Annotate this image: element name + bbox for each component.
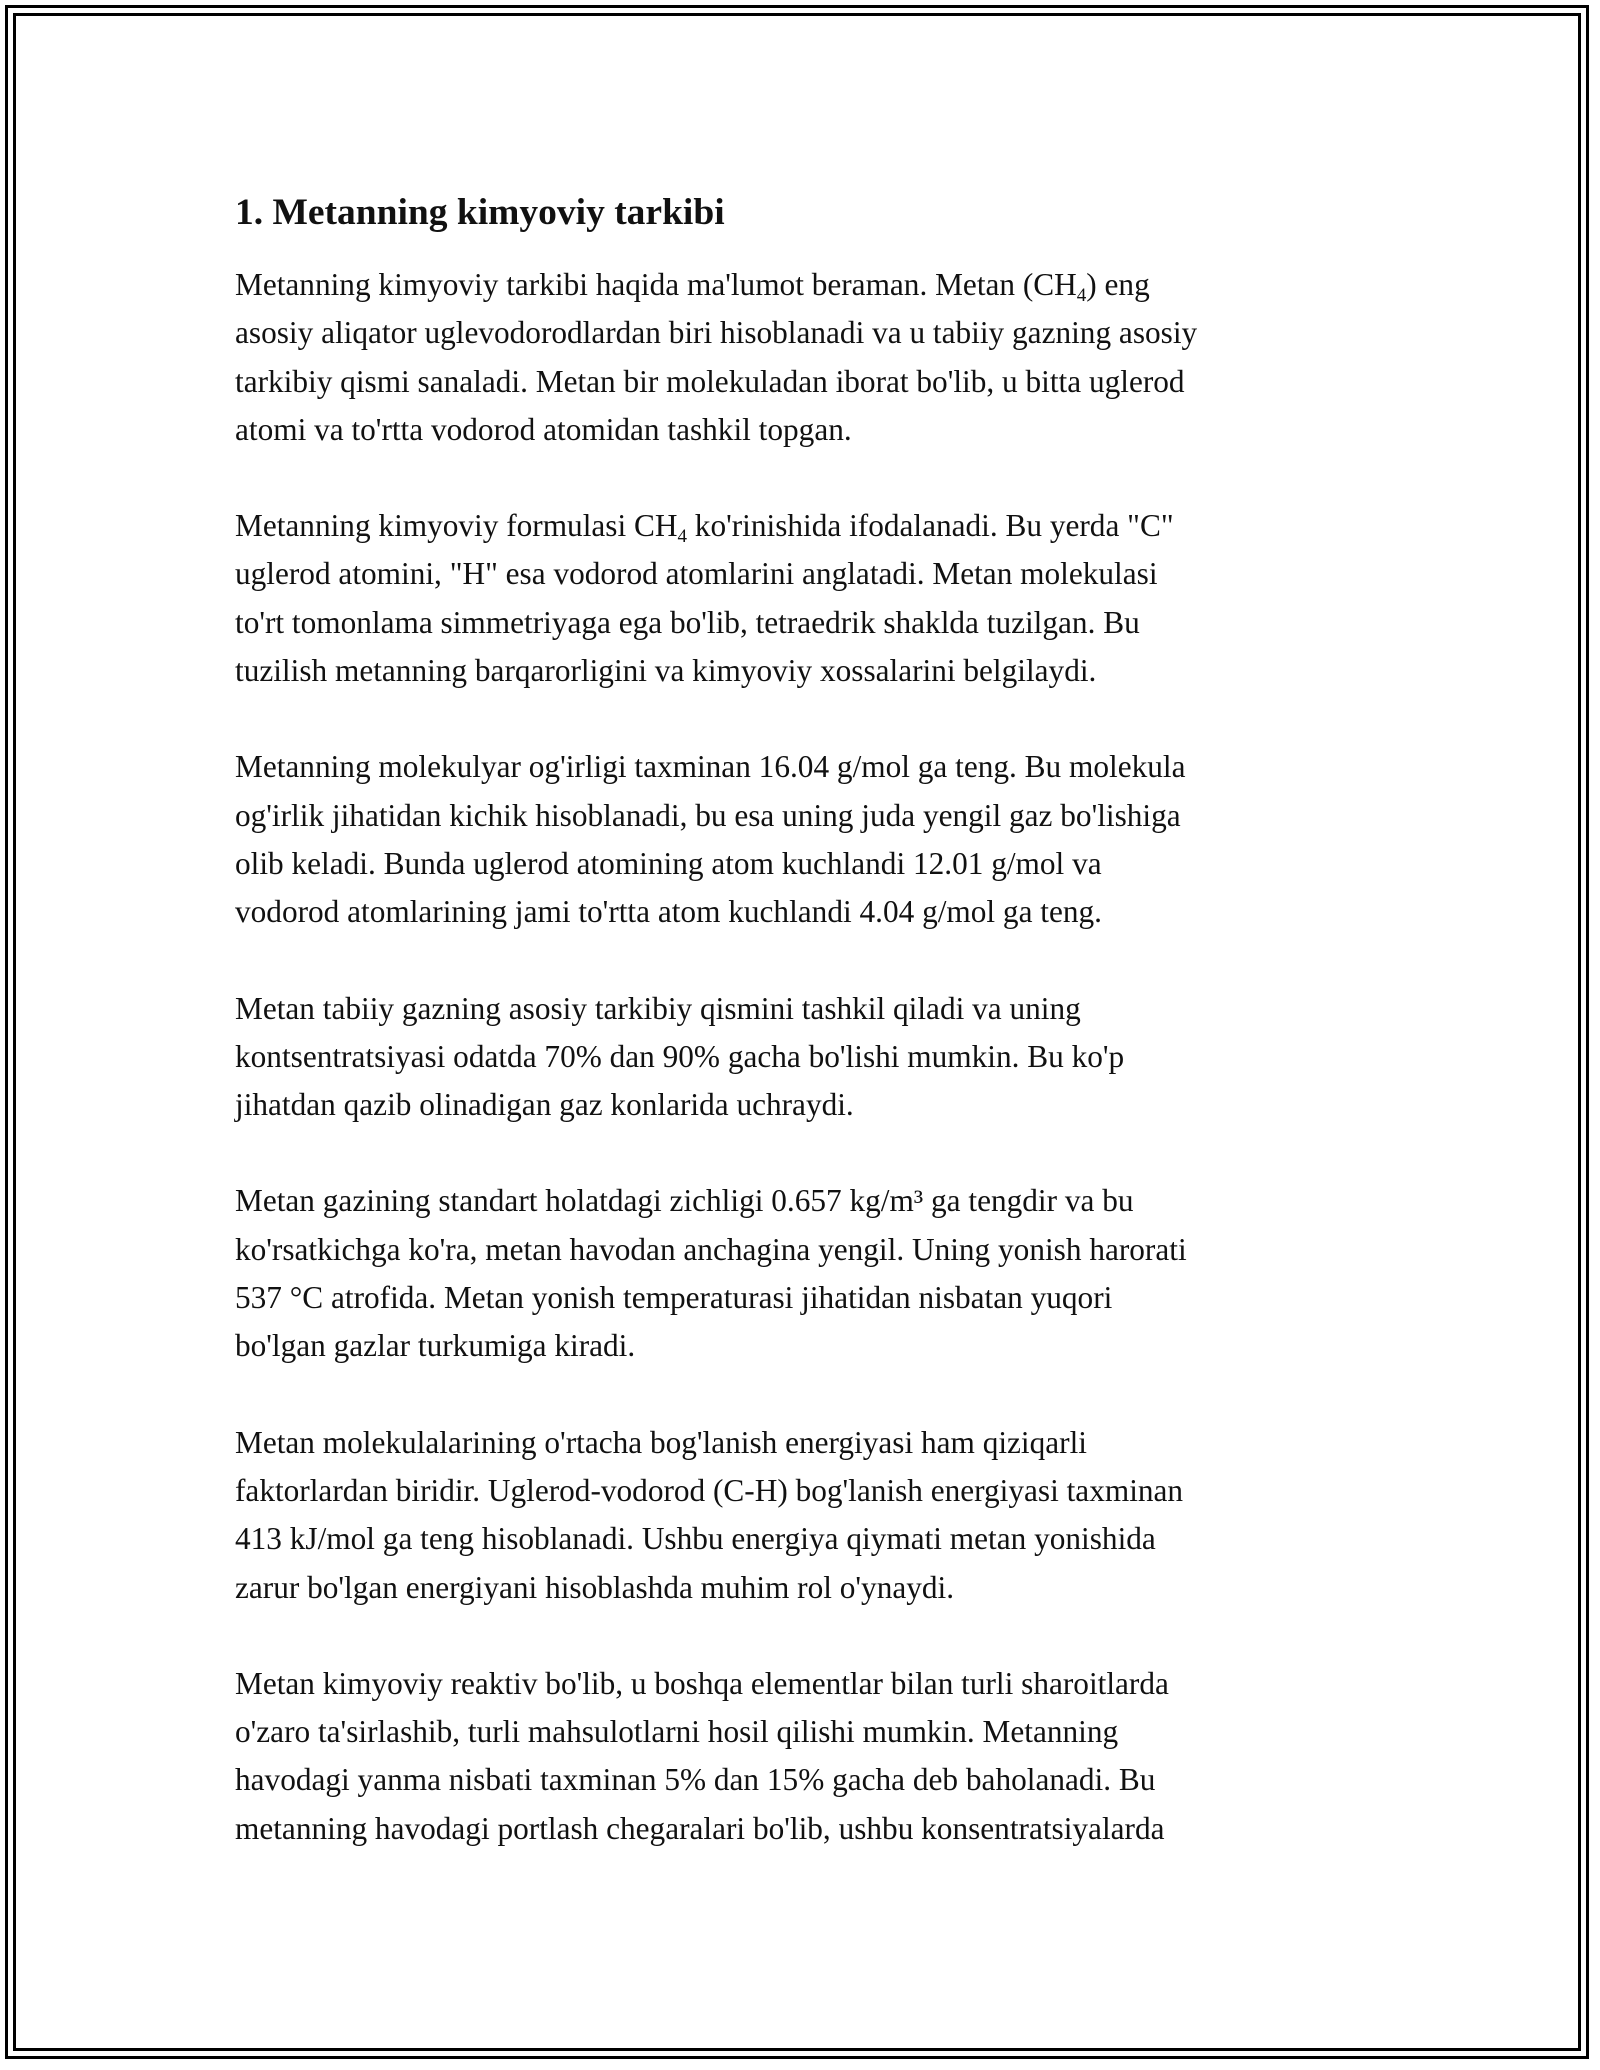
paragraph: [235, 1660, 1365, 1853]
text-line: [235, 985, 1365, 1033]
text-run: bo'lgan gazlar turkumiga kiradi.: [235, 1328, 636, 1364]
text-run: Metan gazining standart holatdagi zichligi 0.657 kg/m³ ga tengdir va bu: [235, 1183, 1134, 1219]
text-line: [235, 1419, 1365, 1467]
text-line: [235, 406, 1365, 454]
text-run: Metanning kimyoviy formulasi CH: [235, 508, 678, 544]
text-line: [235, 358, 1365, 406]
subscript: 4: [677, 526, 687, 548]
paragraph: [235, 261, 1365, 454]
text-line: [235, 502, 1365, 550]
text-run: atomi va to'rtta vodorod atomidan tashkil topgan.: [235, 411, 852, 447]
text-line: [235, 1515, 1365, 1563]
text-run: tarkibiy qismi sanaladi. Metan bir molekuladan iborat bo'lib, u bitta uglerod: [235, 363, 1185, 399]
text-line: [235, 743, 1365, 791]
text-line: [235, 647, 1365, 695]
text-line: [235, 1708, 1365, 1756]
document-body: [235, 187, 1365, 1901]
text-run: 413 kJ/mol ga teng hisoblanadi. Ushbu energiya qiymati metan yonishida: [235, 1521, 1156, 1557]
text-run: jihatdan qazib olinadigan gaz konlarida uchraydi.: [235, 1087, 854, 1123]
paragraph: [235, 1419, 1365, 1612]
text-line: [235, 1756, 1365, 1804]
text-line: [235, 1177, 1365, 1225]
text-line: [235, 550, 1365, 598]
text-line: [235, 792, 1365, 840]
text-run: Metan molekulalarining o'rtacha bog'lanish energiyasi ham qiziqarli: [235, 1424, 1087, 1460]
text-line: [235, 1033, 1365, 1081]
text-line: [235, 1081, 1365, 1129]
text-run: Metanning kimyoviy tarkibi haqida ma'lumot beraman. Metan (CH: [235, 267, 1077, 302]
text-run: ) eng: [1086, 267, 1150, 302]
text-line: [235, 1322, 1365, 1370]
text-line: [235, 840, 1365, 888]
text-line: [235, 599, 1365, 647]
text-run: metanning havodagi portlash chegaralari bo'lib, ushbu konsentratsiyalarda: [235, 1810, 1165, 1846]
section-heading: 1. Metanning kimyoviy tarkibi: [235, 192, 725, 233]
paragraph: [235, 985, 1365, 1130]
text-run: uglerod atomini, "H" esa vodorod atomlarini anglatadi. Metan molekulasi: [235, 556, 1158, 592]
text-run: asosiy aliqator uglevodorodlardan biri hisoblanadi va u tabiiy gazning asosiy: [235, 315, 1198, 351]
text-line: [235, 1564, 1365, 1612]
text-run: zarur bo'lgan energiyani hisoblashda muhim rol o'ynaydi.: [235, 1569, 955, 1605]
paragraph: [235, 1177, 1365, 1370]
text-run: tuzilish metanning barqarorligini va kimyoviy xossalarini belgilaydi.: [235, 653, 1097, 689]
text-run: 537 °C atrofida. Metan yonish temperaturasi jihatidan nisbatan yuqori: [235, 1280, 1113, 1316]
text-line: [235, 1805, 1365, 1853]
paragraph: [235, 502, 1365, 695]
text-line: [235, 1226, 1365, 1274]
text-run: og'irlik jihatidan kichik hisoblanadi, bu esa uning juda yengil gaz bo'lishiga: [235, 797, 1181, 833]
subscript: 4: [1076, 285, 1087, 306]
text-line: [235, 261, 1365, 309]
text-run: Metan tabiiy gazning asosiy tarkibiy qismini tashkil qiladi va uning: [235, 990, 1081, 1026]
text-run: ko'rsatkichga ko'ra, metan havodan anchagina yengil. Uning yonish harorati: [235, 1231, 1187, 1267]
text-run: Metan kimyoviy reaktiv bo'lib, u boshqa elementlar bilan turli sharoitlarda: [235, 1665, 1169, 1701]
text-line: [235, 1274, 1365, 1322]
text-run: vodorod atomlarining jami to'rtta atom kuchlandi 4.04 g/mol ga teng.: [235, 894, 1103, 930]
text-line: [235, 888, 1365, 936]
text-line: [235, 1660, 1365, 1708]
text-run: o'zaro ta'sirlashib, turli mahsulotlarni hosil qilishi mumkin. Metanning: [235, 1714, 1119, 1750]
paragraph: [235, 743, 1365, 936]
text-run: Metanning molekulyar og'irligi taxminan 16.04 g/mol ga teng. Bu molekula: [235, 749, 1186, 785]
text-run: ko'rinishida ifodalanadi. Bu yerda "C": [686, 508, 1174, 544]
paragraph-list: [235, 261, 1365, 1853]
text-run: kontsentratsiyasi odatda 70% dan 90% gacha bo'lishi mumkin. Bu ko'p: [235, 1038, 1125, 1074]
text-run: havodagi yanma nisbati taxminan 5% dan 15% gacha deb baholanadi. Bu: [235, 1762, 1156, 1798]
text-run: olib keladi. Bunda uglerod atomining atom kuchlandi 12.01 g/mol va: [235, 845, 1102, 881]
text-line: [235, 309, 1365, 357]
text-run: faktorlardan biridir. Uglerod-vodorod (C-H) bog'lanish energiyasi taxminan: [235, 1472, 1184, 1508]
text-run: to'rt tomonlama simmetriyaga ega bo'lib, tetraedrik shaklda tuzilgan. Bu: [235, 604, 1140, 640]
text-line: [235, 1467, 1365, 1515]
